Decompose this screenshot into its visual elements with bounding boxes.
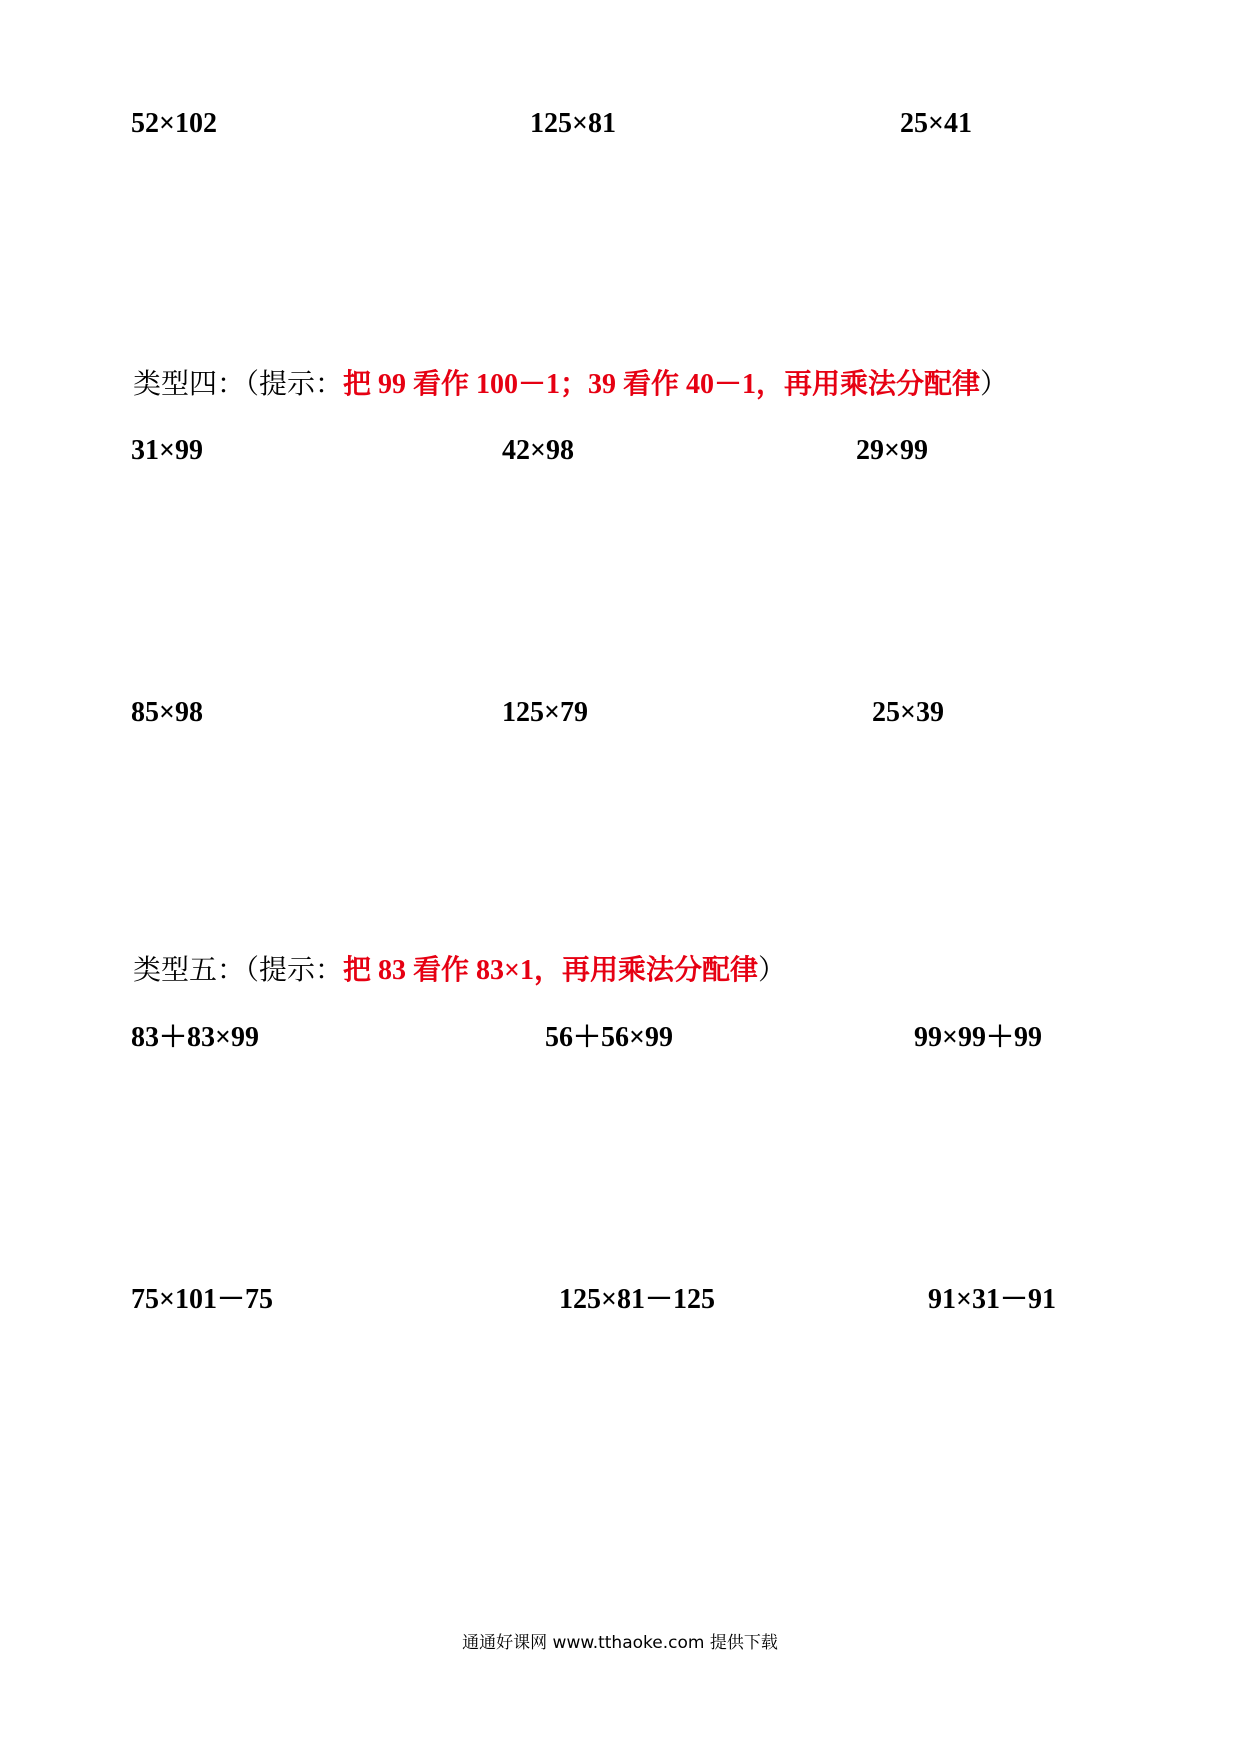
section-five-heading [133,953,786,986]
problem-91x31-minus-91: 91×31－91 [928,1284,1056,1315]
problem-83-plus-83x99: 83＋83×99 [131,1022,259,1053]
section-four-heading [133,367,1009,400]
footer-source-text: 通通好课网 www.tthaoke.com 提供下载 [462,1633,778,1653]
problem-29x99: 29×99 [856,435,928,466]
problem-85x98: 85×98 [131,697,203,728]
section-five-close-paren: ） [757,953,786,986]
problem-42x98: 42×98 [502,435,574,466]
problem-56-plus-56x99: 56＋56×99 [545,1022,673,1053]
section-five-hint: 把 83 看作 83×1，再用乘法分配律 [343,955,758,986]
problem-99x99-plus-99: 99×99＋99 [914,1022,1042,1053]
problem-25x39: 25×39 [872,697,944,728]
section-four-close-paren: ） [980,367,1009,400]
problem-125x79: 125×79 [502,697,588,728]
problem-125x81: 125×81 [530,108,616,139]
section-four-label: 类型四：（提示： [133,367,344,400]
problem-31x99: 31×99 [131,435,203,466]
section-four-hint: 把 99 看作 100－1；39 看作 40－1，再用乘法分配律 [343,369,981,400]
section-five-label: 类型五：（提示： [133,953,344,986]
problem-25x41: 25×41 [900,108,972,139]
problem-125x81-minus-125: 125×81－125 [559,1284,715,1315]
problem-52x102: 52×102 [131,108,217,139]
problem-75x101-minus-75: 75×101－75 [131,1284,273,1315]
